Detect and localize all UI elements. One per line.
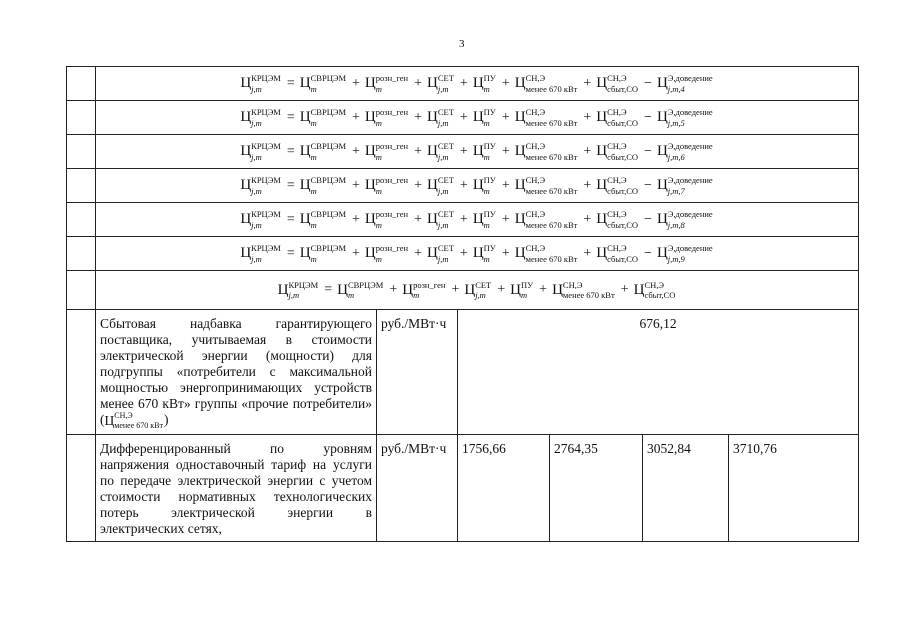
markup-symbol: Ц СН,Э менее 670 кВт (104, 411, 163, 430)
tariff-row (67, 435, 859, 542)
term-svrcem: СВРЦЭМ m (310, 209, 346, 230)
markup-description-text: Сбытовая надбавка гарантирующего поставщика, учитываемая в стоимости электрической энергии (мощности) для подгруппы «потребители с максимальной мощностью энергопринимающих устройств менее 670 кВт» группы «прочие потребители» ( (100, 316, 372, 428)
formula: Ц КРЦЭМ j,m = Ц СВРЦЭМ m + Ц розн_ген m + Ц СЕТ j,m + Ц ПУ m + Ц СН,Э менее 670 кВт + Ц СН,Э сбыт,СО − Ц Э,доведение j,m,8 (96, 203, 859, 237)
formula-row (67, 237, 859, 271)
term-dovedenie: Э,доведение j,m,8 (667, 209, 713, 230)
formula: Ц КРЦЭМ j,m = Ц СВРЦЭМ m + Ц розн_ген m + Ц СЕТ j,m + Ц ПУ m + Ц СН,Э менее 670 кВт + Ц СН,Э сбыт,СО − Ц Э,доведение j,m,4 (96, 67, 859, 101)
formula-row (67, 203, 859, 237)
term-sbyt: СН,Э сбыт,СО (607, 243, 639, 264)
term-set: СЕТ j,m (437, 209, 454, 230)
tariff-table (66, 66, 859, 542)
term-set: СЕТ j,m (437, 175, 454, 196)
term-sne: СН,Э менее 670 кВт (525, 175, 578, 196)
tariff-description: Дифференцированный по уровням напряжения одноставочный тариф на услуги по передаче электрической энергии с учетом стоимости нормативных технологических потерь электрической энергии в электрических сетях, (96, 435, 377, 542)
term-pu: ПУ m (483, 243, 496, 264)
term-pu: ПУ m (483, 209, 496, 230)
term-sne: СН,Э менее 670 кВт (525, 73, 578, 94)
term-sne: СН,Э менее 670 кВт (525, 141, 578, 162)
term-krcem: КРЦЭМ j,m (251, 141, 281, 162)
term-set: СЕТ j,m (437, 141, 454, 162)
formula-row-base (67, 271, 859, 310)
term-krcem: КРЦЭМ j,m (251, 209, 281, 230)
term-set: СЕТ j,m (437, 243, 454, 264)
term-svrcem: СВРЦЭМ m (310, 73, 346, 94)
term-pu: ПУ m (483, 107, 496, 128)
term-sbyt: СН,Э сбыт,СО (607, 209, 639, 230)
tariff-value-3: 3052,84 (643, 435, 729, 542)
formula: Ц КРЦЭМ j,m = Ц СВРЦЭМ m + Ц розн_ген m + Ц СЕТ j,m + Ц ПУ m + Ц СН,Э менее 670 кВт + Ц СН,Э сбыт,СО − Ц Э,доведение j,m,9 (96, 237, 859, 271)
term-sne: СН,Э менее 670 кВт (525, 107, 578, 128)
tariff-unit: руб./МВт·ч (377, 435, 458, 542)
term-krcem: КРЦЭМ j,m (251, 107, 281, 128)
term-dovedenie: Э,доведение j,m,6 (667, 141, 713, 162)
formula-row (67, 101, 859, 135)
term-svrcem: СВРЦЭМ m (310, 243, 346, 264)
markup-unit: руб./МВт·ч (377, 310, 458, 435)
term-rozn: розн_ген m (413, 279, 446, 300)
term-svrcem: СВРЦЭМ m (347, 279, 384, 300)
page-number: 3 (459, 38, 465, 50)
term-set: СЕТ j,m (437, 73, 454, 94)
term-set: СЕТ j,m (437, 107, 454, 128)
term-svrcem: СВРЦЭМ m (310, 141, 346, 162)
term-rozn: розн_ген m (375, 73, 409, 94)
term-sne: СН,Э менее 670 кВт (525, 243, 578, 264)
term-sbyt: СН,Э сбыт,СО (607, 107, 639, 128)
term-rozn: розн_ген m (375, 209, 409, 230)
term-rozn: розн_ген m (375, 107, 409, 128)
markup-value: 676,12 (458, 310, 859, 435)
formula: Ц КРЦЭМ j,m = Ц СВРЦЭМ m + Ц розн_ген m + Ц СЕТ j,m + Ц ПУ m + Ц СН,Э менее 670 кВт + Ц СН,Э сбыт,СО − Ц Э,доведение j,m,5 (96, 101, 859, 135)
formula-row (67, 135, 859, 169)
term-rozn: розн_ген m (375, 243, 409, 264)
term-svrcem: СВРЦЭМ m (310, 175, 346, 196)
formula: Ц КРЦЭМ j,m = Ц СВРЦЭМ m + Ц розн_ген m + Ц СЕТ j,m + Ц ПУ m + Ц СН,Э менее 670 кВт + Ц СН,Э сбыт,СО − Ц Э,доведение j,m,6 (96, 135, 859, 169)
term-dovedenie: Э,доведение j,m,7 (667, 175, 713, 196)
term-pu: ПУ m (521, 279, 534, 300)
term-sbyt: СН,Э сбыт,СО (607, 141, 639, 162)
markup-description: Сбытовая надбавка гарантирующего поставщика, учитываемая в стоимости электрической энергии (мощности) для подгруппы «потребители с максимальной мощностью энергопринимающих устройств менее 670 кВт» группы «прочие потребители» (Ц СН,Э менее 670 кВт ) (96, 310, 377, 435)
term-pu: ПУ m (483, 175, 496, 196)
term-pu: ПУ m (483, 141, 496, 162)
term-rozn: розн_ген m (375, 141, 409, 162)
term-sbyt: СН,Э сбыт,СО (607, 175, 639, 196)
term-set: СЕТ j,m (475, 279, 492, 300)
term-sbyt: СН,Э сбыт,СО (644, 279, 676, 300)
term-krcem: КРЦЭМ j,m (251, 73, 281, 94)
term-dovedenie: Э,доведение j,m,5 (667, 107, 713, 128)
formula-row (67, 169, 859, 203)
formula-row (67, 67, 859, 101)
formula: Ц КРЦЭМ j,m = Ц СВРЦЭМ m + Ц розн_ген m + Ц СЕТ j,m + Ц ПУ m + Ц СН,Э менее 670 кВт + Ц СН,Э сбыт,СО − Ц Э,доведение j,m,7 (96, 169, 859, 203)
term-pu: ПУ m (483, 73, 496, 94)
term-sne: СН,Э менее 670 кВт (562, 279, 615, 300)
term-dovedenie: Э,доведение j,m,4 (667, 73, 713, 94)
term-dovedenie: Э,доведение j,m,9 (667, 243, 713, 264)
tariff-value-1: 1756,66 (458, 435, 550, 542)
term-rozn: розн_ген m (375, 175, 409, 196)
tariff-value-4: 3710,76 (729, 435, 859, 542)
markup-row (67, 310, 859, 435)
tariff-value-2: 2764,35 (550, 435, 643, 542)
formula-base: Ц КРЦЭМ j,m = Ц СВРЦЭМ m + Ц розн_ген m + Ц СЕТ j,m + Ц ПУ m + Ц СН,Э менее 670 кВт + Ц СН,Э сбыт,СО (96, 271, 859, 310)
term-krcem: КРЦЭМ j,m (251, 175, 281, 196)
term-svrcem: СВРЦЭМ m (310, 107, 346, 128)
term-krcem: КРЦЭМ j,m (251, 243, 281, 264)
term-sbyt: СН,Э сбыт,СО (607, 73, 639, 94)
term-sne: СН,Э менее 670 кВт (525, 209, 578, 230)
term-krcem: КРЦЭМ j,m (288, 279, 319, 300)
